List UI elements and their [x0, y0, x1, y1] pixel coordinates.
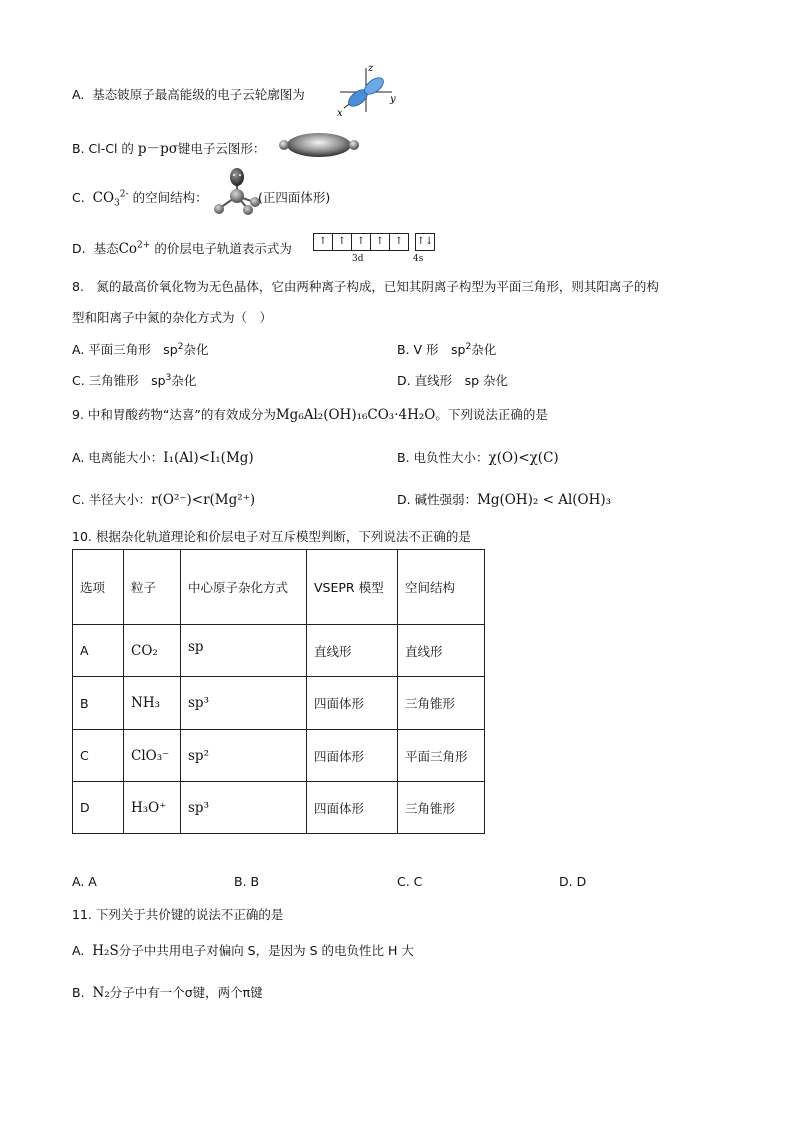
- q9-stem-pre: 9. 中和胃酸药物“达喜”的有效成分为: [72, 407, 276, 422]
- q7-d-text-pre: 基态: [93, 241, 119, 256]
- q8-a-tail: 杂化: [183, 342, 209, 357]
- q9-d-label: D. 碱性强弱：: [397, 492, 478, 507]
- q9-option-c: [72, 490, 255, 508]
- q7-c-formula: [92, 189, 129, 209]
- co3-structure-model: [210, 168, 260, 218]
- q7-option-a: [72, 85, 305, 103]
- q9-stem-post: 。下列说法正确的是: [435, 407, 548, 422]
- q11-a-formula: H₂S: [92, 943, 119, 959]
- q8-a-text: A. 平面三角形 sp: [72, 342, 178, 357]
- x-axis-label: x: [337, 108, 343, 118]
- row-d-hyb: sp³: [181, 782, 307, 834]
- q10-answer-b: B. B: [234, 874, 260, 889]
- header-hybridization: 中心原子杂化方式: [181, 550, 307, 625]
- q10-answer-c: C. C: [397, 874, 423, 889]
- row-c-hyb: sp²: [181, 730, 307, 782]
- z-axis-label: z: [368, 63, 374, 74]
- row-b-hyb: sp³: [181, 677, 307, 730]
- q8-option-b: [397, 340, 496, 358]
- q9-option-a: [72, 448, 254, 466]
- center-atom: [230, 189, 244, 203]
- row-b-vsepr: 四面体形: [307, 677, 398, 730]
- q8-option-c: [72, 371, 196, 389]
- q8-stem-line1: 8. 氮的最高价氧化物为无色晶体，它由两种离子构成，已知其阴离子构型为平面三角形，则其阳离子的构: [72, 279, 659, 294]
- co3-sub: 3: [114, 198, 120, 209]
- q9-a-math: I₁(Al)<I₁(Mg): [163, 450, 254, 466]
- q7-b-text-post: 键电子云图形：: [177, 141, 266, 156]
- q7-d-text-post: 的价层电子轨道表示式为: [154, 241, 292, 256]
- row-c-vsepr: 四面体形: [307, 730, 398, 782]
- q7-option-c: [72, 188, 208, 209]
- q8-a-sup: 2: [177, 341, 184, 352]
- sigma-bond-cloud-image: [278, 130, 360, 160]
- q11-option-a: [72, 941, 414, 959]
- q9-option-d: [397, 490, 611, 508]
- q7-d-label: D.: [72, 241, 86, 256]
- q9-b-label: B. 电负性大小：: [397, 450, 489, 465]
- y-axis-label: y: [390, 94, 396, 105]
- q7-c-label: C.: [72, 190, 85, 205]
- table-row: [73, 782, 485, 834]
- q8-b-sup: 2: [465, 341, 472, 352]
- q9-c-label: C. 半径大小：: [72, 492, 152, 507]
- orbital-3d-3: ↑: [352, 233, 371, 251]
- lone-pair-lobe: [230, 168, 244, 186]
- orbital-diagram: [313, 233, 435, 251]
- co3-base: CO: [92, 190, 115, 206]
- q10-answer-d: D. D: [559, 874, 587, 889]
- row-a-option: A: [73, 625, 124, 677]
- label-4s: 4s: [413, 254, 424, 264]
- vsepr-table: [72, 549, 485, 834]
- q7-a-label: A.: [72, 87, 85, 102]
- co-ion: [119, 241, 151, 257]
- header-vsepr: VSEPR 模型: [307, 550, 398, 625]
- row-d-shape: 三角锥形: [398, 782, 485, 834]
- q8-c-sup: 3: [165, 372, 172, 383]
- row-d-option: D: [73, 782, 124, 834]
- q9-formula: Mg₆Al₂(OH)₁₆CO₃·4H₂O: [275, 407, 436, 423]
- q7-a-text: 基态铍原子最高能级的电子云轮廓图为: [92, 87, 305, 102]
- co3-sup: 2-: [119, 189, 129, 200]
- row-c-shape: 平面三角形: [398, 730, 485, 782]
- row-a-shape: 直线形: [398, 625, 485, 677]
- row-a-hyb: sp: [181, 625, 307, 677]
- q11-stem: 11. 下列关于共价键的说法不正确的是: [72, 907, 284, 922]
- q8-b-tail: 杂化: [471, 342, 497, 357]
- q9-d-math: Mg(OH)₂ < Al(OH)₃: [477, 492, 612, 508]
- table-header-row: [73, 550, 485, 625]
- p-orbital-diagram: [334, 62, 400, 118]
- q11-a-label: A.: [72, 943, 85, 958]
- q7-c-text: 的空间结构：: [132, 190, 208, 205]
- label-3d: 3d: [352, 254, 364, 264]
- q8-c-text: C. 三角锥形 sp: [72, 373, 166, 388]
- orbital-3d-1: ↑: [313, 233, 333, 251]
- table-row: [73, 625, 485, 677]
- cl-atom-right: [349, 140, 359, 150]
- orbital-3d-5: ↑: [390, 233, 409, 251]
- q8-option-d: D. 直线形 sp 杂化: [397, 373, 508, 388]
- q7-option-b: [72, 137, 265, 157]
- orbital-3d-4: ↑: [371, 233, 390, 251]
- q11-a-text: 分子中共用电子对偏向 S，是因为 S 的电负性比 H 大: [118, 943, 414, 958]
- co-ion-sup: 2+: [137, 240, 151, 251]
- q7-b-label: B.: [72, 141, 85, 156]
- row-a-vsepr: 直线形: [307, 625, 398, 677]
- row-a-particle: CO₂: [124, 625, 181, 677]
- table-row: [73, 730, 485, 782]
- q11-b-text: 分子中有一个σ键，两个π键: [109, 985, 263, 1000]
- table-row: [73, 677, 485, 730]
- q9-option-b: [397, 448, 559, 466]
- q9-b-math: χ(O)<χ(C): [488, 450, 559, 466]
- orbital-3d-2: ↑: [333, 233, 352, 251]
- header-shape: 空间结构: [398, 550, 485, 625]
- co-ion-base: Co: [118, 241, 138, 257]
- outer-atom-2: [243, 205, 253, 215]
- row-d-particle: H₃O⁺: [124, 782, 181, 834]
- row-b-particle: NH₃: [124, 677, 181, 730]
- row-c-particle: ClO₃⁻: [124, 730, 181, 782]
- row-b-option: B: [73, 677, 124, 730]
- q11-option-b: [72, 983, 263, 1001]
- row-c-option: C: [73, 730, 124, 782]
- cloud-ellipse: [287, 133, 351, 157]
- q11-b-label: B.: [72, 985, 85, 1000]
- q8-c-tail: 杂化: [171, 373, 197, 388]
- header-option: 选项: [73, 550, 124, 625]
- row-d-vsepr: 四面体形: [307, 782, 398, 834]
- q7-b-math: p－pσ: [137, 141, 178, 157]
- q7-option-d: [72, 239, 292, 257]
- q7-c-note: (正四面体形): [258, 190, 331, 205]
- q8-option-a: [72, 340, 208, 358]
- q7-b-text-pre: Cl-Cl 的: [88, 141, 134, 156]
- q11-b-formula: N₂: [92, 985, 110, 1001]
- outer-atom-1: [214, 204, 224, 214]
- q8-b-text: B. V 形 sp: [397, 342, 466, 357]
- q8-stem-line2: 型和阳离子中氮的杂化方式为（ ）: [72, 310, 273, 325]
- q9-a-label: A. 电离能大小：: [72, 450, 164, 465]
- q10-answer-a: A. A: [72, 874, 97, 889]
- row-b-shape: 三角锥形: [398, 677, 485, 730]
- cl-atom-left: [279, 140, 289, 150]
- q9-c-math: r(O²⁻)<r(Mg²⁺): [151, 492, 256, 508]
- header-particle: 粒子: [124, 550, 181, 625]
- q10-stem: 10. 根据杂化轨道理论和价层电子对互斥模型判断，下列说法不正确的是: [72, 529, 471, 544]
- orbital-4s: ↑↓: [415, 233, 435, 251]
- q9-stem: [72, 405, 548, 423]
